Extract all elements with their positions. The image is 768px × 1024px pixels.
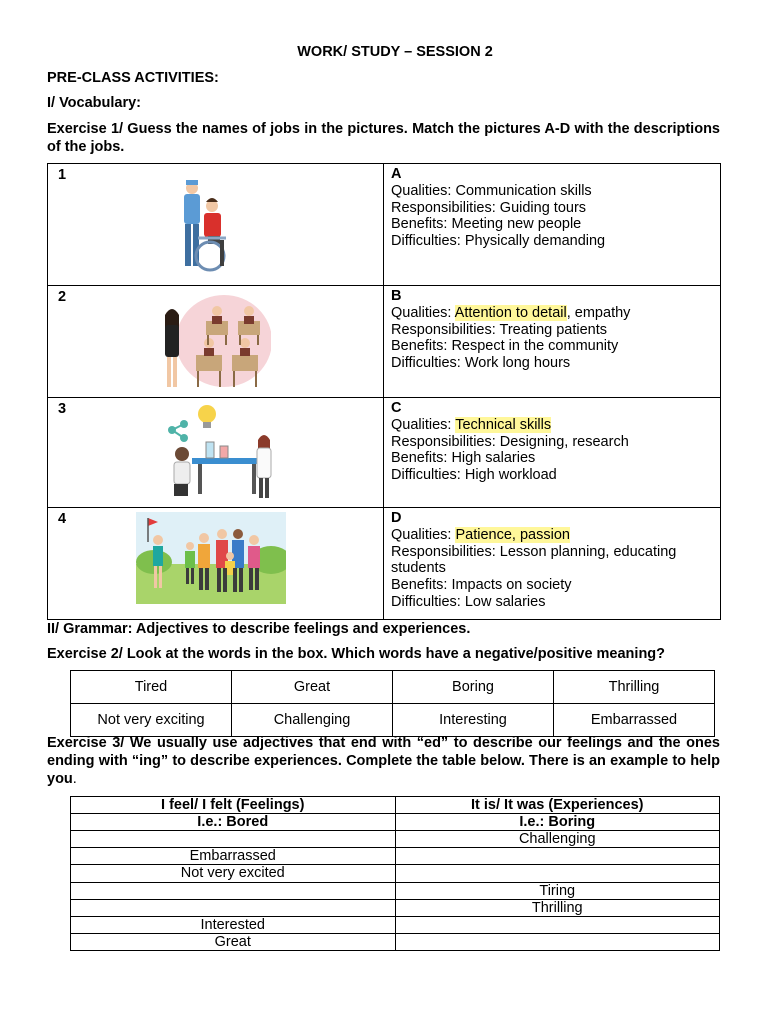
difficulties-line: Difficulties: High workload (391, 467, 557, 484)
experience-cell[interactable]: Challenging (395, 831, 720, 848)
exercise-3-period: . (72, 771, 77, 787)
picture-number: 2 (58, 289, 67, 305)
table-row (71, 704, 715, 737)
classroom-illustration (156, 291, 271, 395)
responsibilities-line: Responsibilities: Designing, research (391, 433, 629, 450)
table-row (71, 865, 720, 882)
word-cell: Great (232, 671, 393, 704)
experience-cell[interactable] (395, 865, 720, 882)
description-letter: A (391, 166, 402, 182)
table-row (71, 671, 715, 704)
feelings-experiences-table (70, 796, 720, 951)
word-cell: Challenging (232, 704, 393, 737)
qualities-label: Qualities: (391, 304, 455, 321)
table-row (71, 934, 720, 951)
table-row (71, 916, 720, 933)
example-feeling: I.e.: Bored (71, 814, 396, 831)
pre-class-heading: PRE-CLASS ACTIVITIES: (47, 70, 219, 86)
picture-number: 1 (58, 167, 67, 183)
exercise-1-instructions: Exercise 1/ Guess the names of jobs in the pictures. Match the pictures A-D with the descriptions of the jobs. (47, 121, 720, 155)
qualities-label: Qualities: (391, 526, 456, 543)
table-row (48, 286, 721, 398)
column-header-feelings: I feel/ I felt (Feelings) (71, 797, 396, 814)
table-row (71, 882, 720, 899)
picture-cell (48, 164, 384, 286)
description-cell (384, 398, 721, 508)
word-cell: Boring (393, 671, 554, 704)
experience-cell[interactable]: Tiring (395, 882, 720, 899)
table-row (48, 164, 721, 286)
benefits-line: Benefits: High salaries (391, 450, 536, 467)
word-cell: Tired (71, 671, 232, 704)
benefits-line: Benefits: Respect in the community (391, 338, 619, 355)
example-experience: I.e.: Boring (395, 814, 720, 831)
table-row (71, 899, 720, 916)
word-cell: Thrilling (554, 671, 715, 704)
exercise-3-text: Exercise 3/ We usually use adjectives that end with “ed” to describe our feelings and the ones ending with “ing” to describe experiences. Complete the table below. There is an example to help you (47, 735, 720, 787)
grammar-heading: II/ Grammar: Adjectives to describe feelings and experiences. (47, 621, 471, 637)
feeling-cell[interactable] (71, 831, 396, 848)
qualities-value: Patience, passion (455, 526, 570, 543)
laboratory-illustration (152, 402, 278, 502)
table-row (71, 814, 720, 831)
picture-number: 3 (58, 401, 67, 417)
word-cell: Interesting (393, 704, 554, 737)
table-row (71, 848, 720, 865)
qualities-line (391, 305, 720, 322)
page-title: WORK/ STUDY – SESSION 2 (297, 44, 493, 60)
table-row (48, 398, 721, 508)
word-box-table (70, 670, 715, 737)
experience-cell[interactable] (395, 916, 720, 933)
word-cell: Not very exciting (71, 704, 232, 737)
table-row (71, 797, 720, 814)
qualities-label: Qualities: (391, 182, 456, 199)
responsibilities-line: Responsibilities: Lesson planning, educating students (391, 543, 677, 577)
qualities-line (391, 417, 720, 434)
table-row (48, 508, 721, 620)
picture-cell (48, 398, 384, 508)
word-cell: Embarrassed (554, 704, 715, 737)
description-letter: D (391, 510, 402, 526)
feeling-cell[interactable] (71, 899, 396, 916)
description-cell (384, 508, 721, 620)
exercise-2-instructions: Exercise 2/ Look at the words in the box. Which words have a negative/positive meaning? (47, 646, 666, 662)
description-cell (384, 286, 721, 398)
picture-cell (48, 286, 384, 398)
experience-cell[interactable] (395, 848, 720, 865)
description-letter: C (391, 400, 402, 416)
difficulties-line: Difficulties: Physically demanding (391, 233, 606, 250)
qualities-line (391, 527, 720, 544)
exercise-3-instructions (47, 734, 720, 788)
qualities-value: Attention to detail (454, 304, 567, 321)
qualities-label: Qualities: (391, 416, 456, 433)
qualities-rest: , empathy (566, 304, 631, 321)
responsibilities-line: Responsibilities: Guiding tours (391, 199, 587, 216)
table-row (71, 831, 720, 848)
vocabulary-heading: I/ Vocabulary: (47, 95, 142, 111)
picture-cell (48, 508, 384, 620)
difficulties-line: Difficulties: Low salaries (391, 593, 546, 610)
tour-group-illustration (136, 512, 286, 604)
column-header-experiences: It is/ It was (Experiences) (395, 797, 720, 814)
feeling-cell[interactable]: Embarrassed (71, 848, 396, 865)
qualities-value: Communication skills (455, 182, 592, 199)
benefits-line: Benefits: Meeting new people (391, 216, 582, 233)
nurse-wheelchair-illustration (178, 176, 238, 276)
experience-cell[interactable]: Thrilling (395, 899, 720, 916)
feeling-cell[interactable] (71, 882, 396, 899)
experience-cell[interactable] (395, 934, 720, 951)
feeling-cell[interactable]: Not very excited (71, 865, 396, 882)
benefits-line: Benefits: Impacts on society (391, 577, 572, 594)
feeling-cell[interactable]: Great (71, 934, 396, 951)
picture-number: 4 (58, 511, 67, 527)
responsibilities-line: Responsibilities: Treating patients (391, 321, 608, 338)
feeling-cell[interactable]: Interested (71, 916, 396, 933)
description-letter: B (391, 288, 402, 304)
jobs-matching-table (47, 163, 721, 620)
qualities-value: Technical skills (455, 416, 552, 433)
qualities-line (391, 183, 720, 200)
description-cell (384, 164, 721, 286)
difficulties-line: Difficulties: Work long hours (391, 355, 571, 372)
